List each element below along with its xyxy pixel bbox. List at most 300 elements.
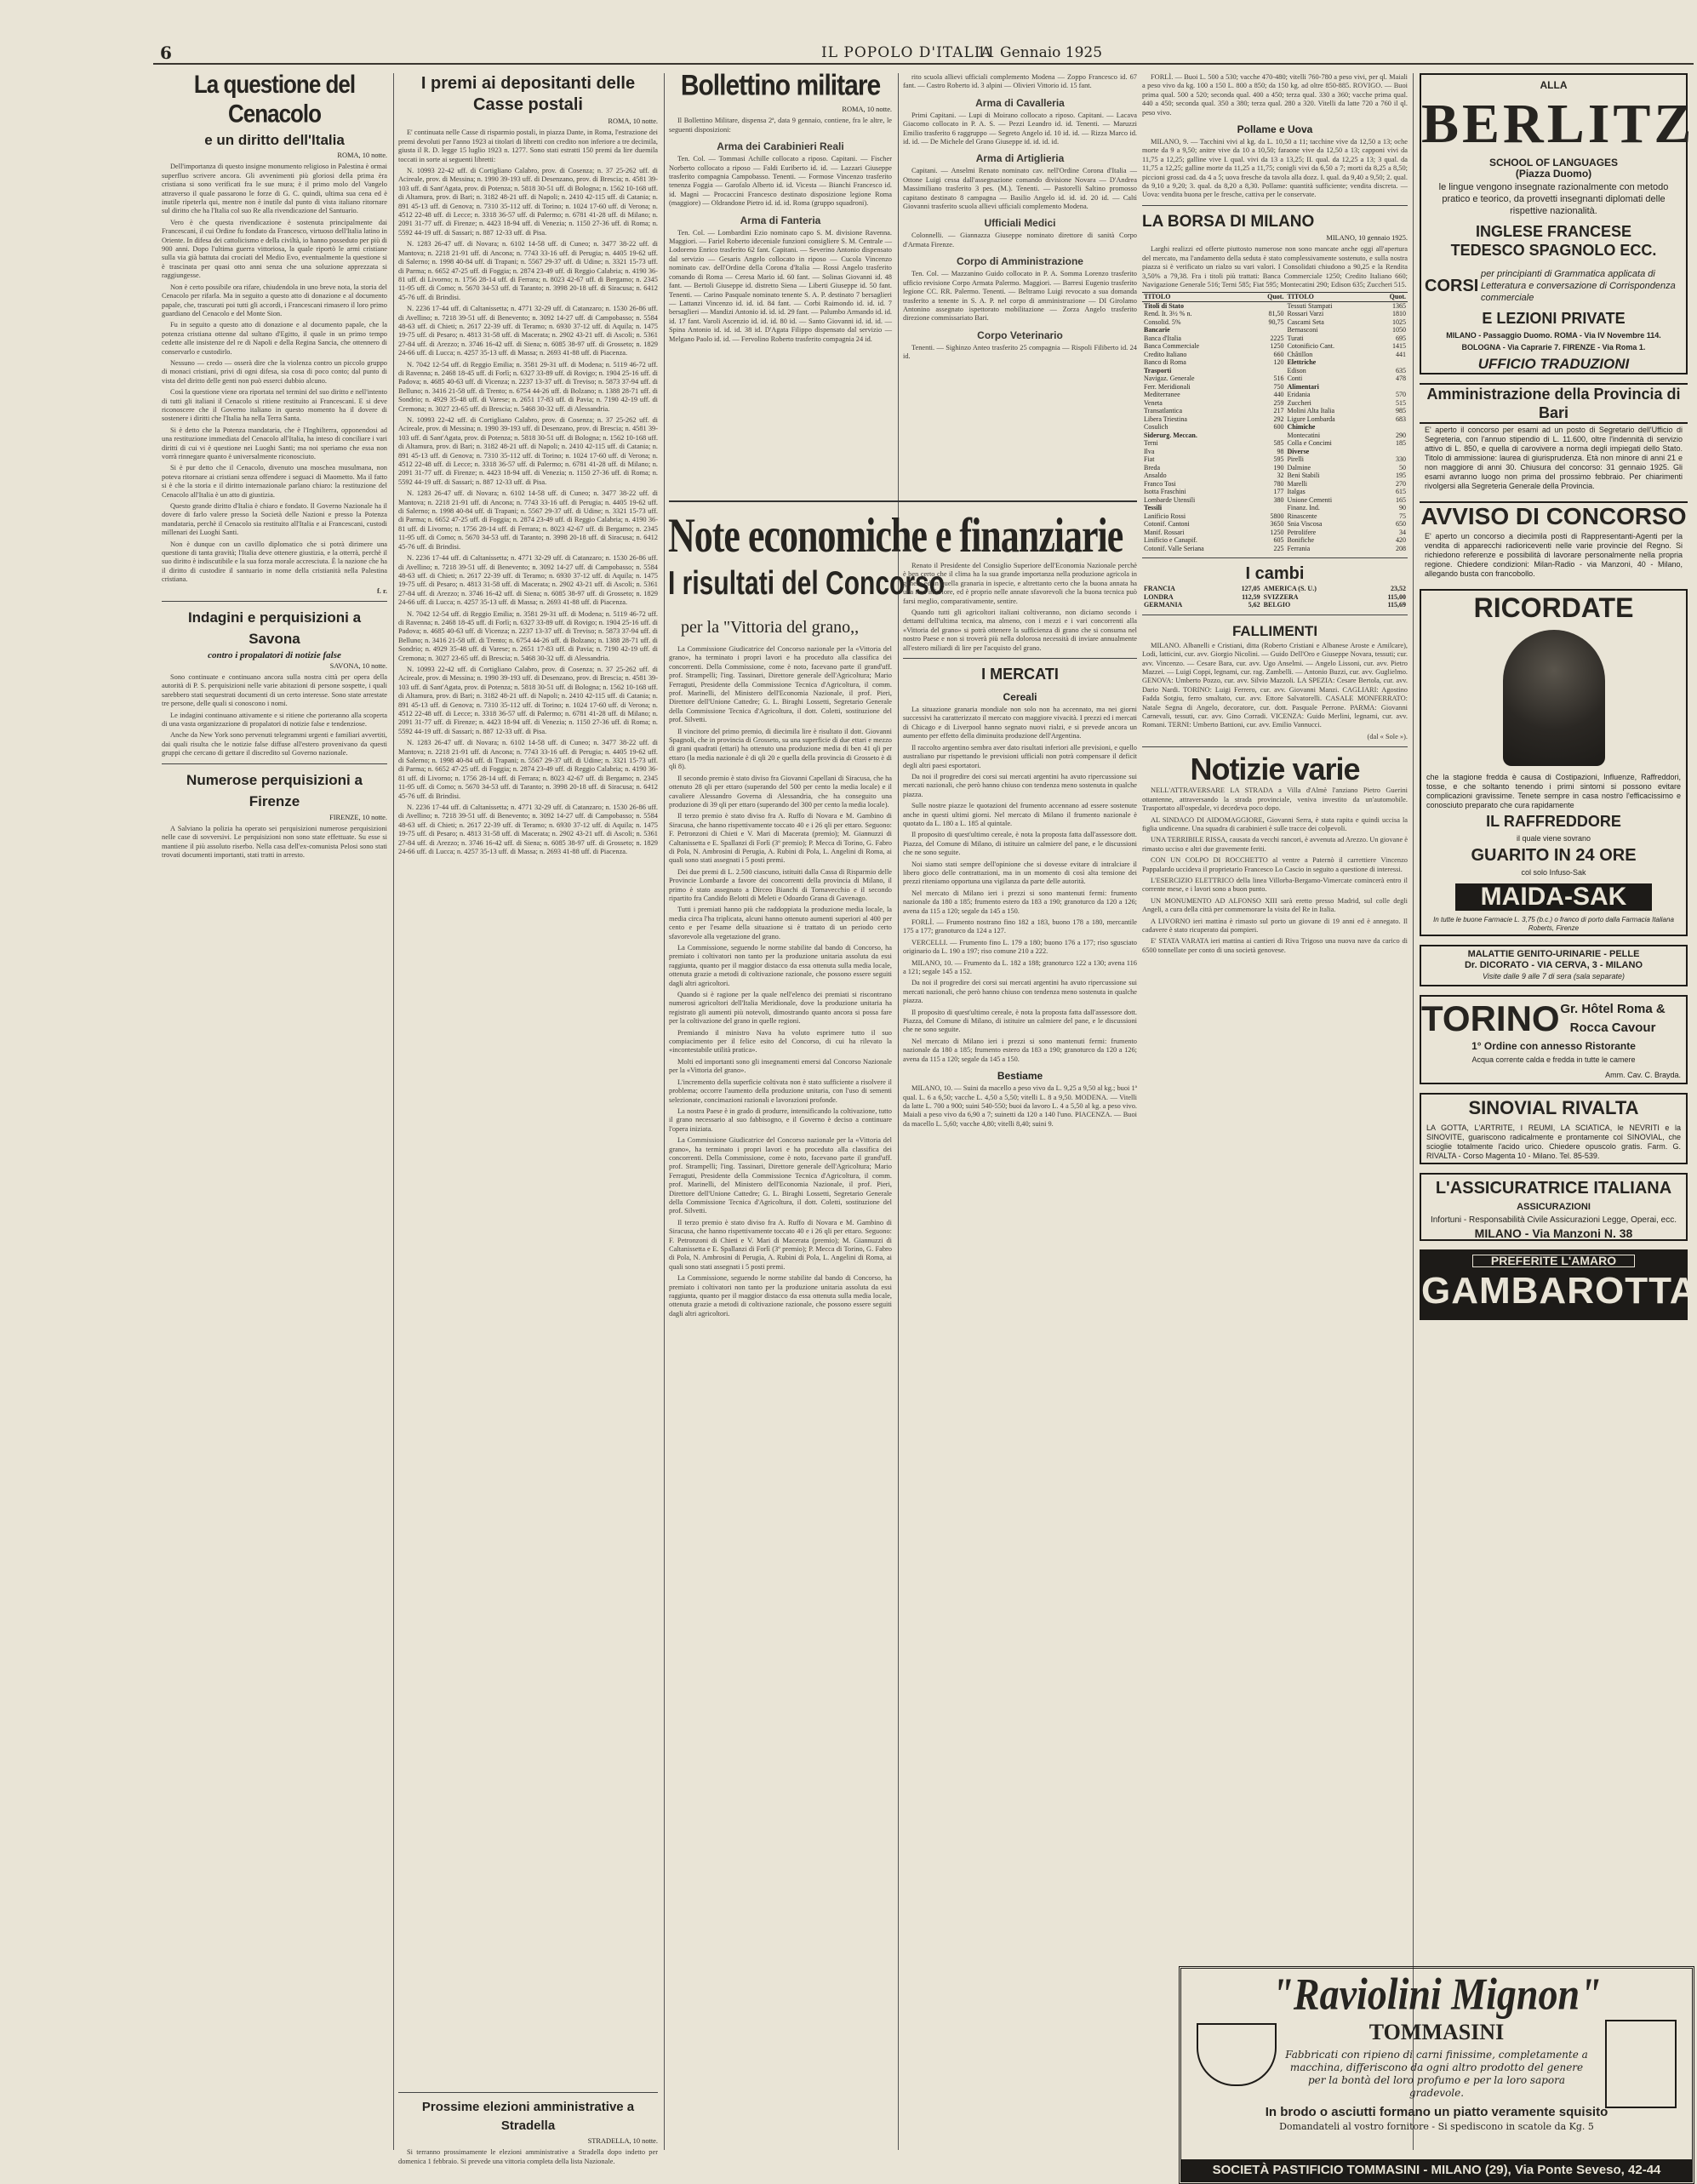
headline-mercati: I MERCATI (981, 666, 1059, 683)
article-body (903, 706, 1137, 1064)
table-cell: 478 (1396, 374, 1406, 383)
paragraph: Il vincitore del primo premio, di diecimila lire è risultato il dott. Giovanni Spagnoli, che in provincia di Grosseto, su una superficie di due ettari e mezzo di grani quadrati (ettari) ha ottenuto una produzione media di ben 41 qli per ettaro (la media nazionale è di qli 20 e quella della provincia di Grosseto è di qli 8). (669, 727, 892, 771)
paragraph: FORLÌ. — Buoi L. 500 a 530; vacche 470-480; vitelli 760-780 a peso vivi, per ql. Maiali a peso vivo da kg. 100 a 150 L. 800 a 850; da 150 kg. ad oltre 850-885. ROVIGO. — Buoi prima qual. 500 a 520; seconda qual. 400 a 450; terza qual. 330 a 360; vacche prima qual. 440 a 450; seconda qual. 350 a 380; terza qual. 280 a 320. Vitelli da latte 720 a 760 il ql. peso vivo. (1142, 73, 1408, 117)
table-cell: 195 (1396, 472, 1406, 480)
section-head: Corpo di Amministrazione (957, 255, 1083, 268)
ad-text: INGLESE FRANCESE TEDESCO SPAGNOLO ECC. (1450, 223, 1657, 259)
headline-premi: I premi ai depositanti delle Casse postali (420, 74, 636, 114)
column-header: Quot. (1267, 293, 1284, 301)
torino-hotel-ad (1420, 995, 1688, 1084)
table-cell: 208 (1396, 544, 1406, 552)
paragraph: La situazione granaria mondiale non solo non ha accennato, ma nei giorni successivi ha caratterizzato il mercato con maggiore vivacità. I prezzi ed i mercati di Chicago e di Liverpool hanno segnato nuovi rialzi, e si prevede ancora un aumento per effetto della diminuita produzione dell'Argentina. (903, 706, 1137, 740)
table-row (1142, 358, 1408, 367)
table-cell: Banco di Roma (1144, 358, 1186, 367)
table-cell: Edison (1287, 366, 1306, 374)
ad-text: 1° Ordine con annesso Ristorante (1471, 1040, 1636, 1052)
ad-text: ASSICURAZIONI (1517, 1202, 1591, 1212)
table-cell: Snia Viscosa (1287, 520, 1323, 529)
ad-text: SCHOOL OF LANGUAGES (1488, 157, 1619, 169)
table-cell: 115,69 (1387, 601, 1406, 609)
paragraph: rito scuola allievi ufficiali complemento Modena — Zoppo Francesco id. 67 fant. — Castro Roberto id. 3 alpini — Olivieri Vittorio id. 15 fant. (903, 73, 1137, 90)
ad-text: MILANO - Passaggio Duomo. ROMA - Via IV Novembre 114. BOLOGNA - Via Caprarie 7. FIRENZE - Via Roma 1. (1446, 331, 1661, 352)
ad-heading: L'ASSICURATRICE ITALIANA (1435, 1179, 1672, 1198)
table-body (1142, 301, 1408, 552)
table-row (1142, 448, 1408, 456)
paragraph: NELL'ATTRAVERSARE LA STRADA a Villa d'Almè l'anziano Pietro Guerini ottantenne, attraversando la strada provinciale, veniva investito da un'automobile. Trasportato all'ospedale, vi decedeva poco dopo. (1142, 786, 1408, 813)
paragraph: Ten. Col. — Mazzanino Guido collocato in P. A. Somma Lorenzo trasferito ufficio revisione Corpo Armata Palermo. Maggiori. — Barresi Eugenio trasferito legione CC. RR. Palermo. Tenenti. — Beltramo Luigi revocato a sua domanda trasferito a tenente in S. A. P. nel corpo di amministrazione — DI Girolamo Antonino assegnato ispettorato mobilitazione — Zorza Angelo trasferito direzione commissariato Bari. (903, 270, 1137, 323)
table-cell: BELGIO (1263, 601, 1291, 609)
table-row (1142, 423, 1408, 432)
table-row (1142, 545, 1408, 553)
paragraph: L'ESERCIZIO ELETTRICO della linea Villorba-Bergamo-Vimercate comincerà entro il corrente mese, e i lavori sono a buon punto. (1142, 876, 1408, 894)
column-bollettino-cont (903, 73, 1137, 495)
ad-text: In brodo o asciutti formano un piatto veramente squisito (1265, 2105, 1608, 2119)
section-head: Ufficiali Medici (984, 217, 1056, 230)
table-cell: Manif. Rossari (1144, 528, 1185, 536)
table-header (1142, 293, 1408, 302)
ad-text: UFFICIO TRADUZIONI (1477, 356, 1630, 372)
ad-text: che la stagione fredda è causa di Costipazioni, Influenze, Raffreddori, tosse, e che soltanto tenendo i primi sintomi si possono evitare complicazioni gravissime. Tenete sempre in casa nostro l'efficacissimo e conosciuto preparato che cura rapidamente (1426, 773, 1681, 809)
column-bollettino (669, 69, 892, 495)
table-cell: Terni (1144, 439, 1158, 448)
paragraph: La Commissione, seguendo le norme stabilite dal bando di Concorso, ha premiato i coltivatori non tanto per la produzione unitaria assoluta da essi raggiunta, quanto per il maggior distacco da essa ottenuta sulla media locale, ottenuta grazie a metodi di coltivazione razionale, che possono essere seguiti dagli altri agricoltori. (669, 1274, 892, 1318)
table-cell: 330 (1396, 455, 1406, 464)
table-row (1142, 432, 1408, 440)
table-cell: Banca d'Italia (1144, 334, 1181, 342)
article-body (1142, 642, 1408, 741)
ad-text: E' aperto il concorso per esami ad un posto di Segretario dell'Ufficio di Segreteria, con l'annuo stipendio di L. 11.600, oltre l'indennità di servizio attivo di L. 850, e quella di carovivere a norma degli impiegati dello Stato. Titolo di ammissione: laurea di giurisprudenza. Età non minore di anni 21 e non maggiore di anni 30. Chiusura del concorso: 31 gennaio 1925. Gli esami avranno luogo non prima del prossimo febbraio. Per chiarimenti rivolgersi alla Segreteria Generale della Provincia. (1425, 426, 1683, 490)
article-body (903, 1084, 1137, 1129)
masthead (153, 39, 1694, 65)
avviso-concorso-ad (1420, 501, 1688, 580)
table-cell: Diverse (1287, 447, 1310, 455)
table-row (1142, 480, 1408, 489)
paragraph: Il terzo premio è stato diviso fra A. Ruffo di Novara e M. Gambino di Siracusa, che hanno rispettivamente toccato 40 e i 26 qli per ettaro. Seguono: F. Petronzoni di Chieti e V. Mari di Macerata (premio); M. Giannuzzi di Caltanissetta e E. Spallanzi di Forlì (3º premio); P. Mecca di Torino, G. Fabro di Pola, N. Ambrosini di Perugia, A. Rubini di Pola, L. Angelini di Roma, ai quali sono stati assegnati i 5 posti premi. (669, 812, 892, 865)
column-rule (1413, 73, 1414, 2150)
article-body (669, 117, 892, 344)
table-cell: 683 (1396, 415, 1406, 423)
table-row (1142, 529, 1408, 537)
table-cell: 635 (1396, 366, 1406, 374)
paragraph: Dell'importanza di questo insigne monumento religioso in Palestina è ormai superfluo scrivere ancora. Gli avvenimenti più gloriosi della prima èra cristiana si sono verificati fra le sue mura; è il primo molo del Vangelo attraverso il quale passarono le forze di G. C. quindi, ultima sua cena ed è inutile ripeterla qui, mentre non è inutile dal punto di vista italiano ritornare sul diritto che ha l'Italia col suo Re alla rivendicazione del Santuario. (162, 163, 387, 215)
maida-sak-ad (1420, 589, 1688, 936)
paragraph: N. 1283 26-47 uff. di Novara; n. 6102 14-58 uff. di Cuneo; n. 3477 38-22 uff. di Mantova; n. 2218 21-91 uff. di Ancona; n. 7743 33-16 uff. di Perugia; n. 4405 19-62 uff. di Salerno; n. 1998 40-84 uff. di Trapani; n. 5567 29-37 uff. di Udine; n. 3321 15-73 uff. di Parma; n. 6652 47-25 uff. di Foggia; n. 2874 23-49 uff. di Reggio Calabria; n. 4190 36-81 uff. di Livorno; n. 1756 28-14 uff. di Ferrara; n. 8023 42-67 uff. di Bergamo; n. 2345 11-95 uff. di Como; n. 5670 34-53 uff. di Taranto; n. 3998 20-18 uff. di Siracusa; n. 6412 45-76 uff. di Brindisi. (398, 739, 658, 800)
table-cell: 600 (1273, 423, 1284, 432)
table-row (1142, 439, 1408, 448)
table-cell: Bonifiche (1287, 536, 1315, 545)
paragraph: La nostra Paese è in grado di produrre, intensificando la coltivazione, tutto il grano necessario al suo fabbisogno, e il Governo è deciso a continuare l'opera iniziata. (669, 1106, 892, 1133)
paragraph: Si è pur detto che il Cenacolo, divenuto una moschea musulmana, non poteva ritornare ai cristiani senza offendere i seguaci di Maometto. Ma il fatto si è che la storia e il diritto internazionale parlano chiaro: la restituzione del Cenacolo all'Italia è un atto di giustizia. (162, 464, 387, 499)
ad-text: Dr. DICORATO - VIA CERVA, 3 - MILANO (1464, 960, 1643, 970)
table-cell: Ligure Lombarda (1287, 415, 1335, 423)
subhead-concorso: per la "Vittoria del grano,, (681, 618, 860, 637)
table-row (1142, 472, 1408, 480)
paragraph: Premiando il ministro Nava ha voluto esprimere tutto il suo compiacimento per il felice esito del Concorso, di cui ha rilevato la «incontestabile utilità pratica». (669, 1028, 892, 1055)
table-cell: 1250 (1270, 528, 1284, 536)
table-cell: Titoli di Stato (1144, 301, 1184, 310)
ad-text: Visite dalle 9 alle 7 di sera (sala separate) (1483, 972, 1625, 981)
ad-text: E LEZIONI PRIVATE (1482, 310, 1626, 327)
table-cell: 3650 (1270, 520, 1284, 529)
table-cell: Elettriche (1287, 358, 1317, 367)
dateline: MILANO, 10 gennaio 1925. (1326, 233, 1408, 242)
article-body (1142, 73, 1408, 117)
table-cell: Ferr. Meridionali (1144, 382, 1191, 391)
article-body (162, 163, 387, 596)
headline-bollettino: Bollettino militare (680, 69, 881, 102)
table-cell: 32 (1277, 472, 1284, 480)
table-cell (1251, 367, 1285, 375)
table-cell: Alimentari (1287, 382, 1319, 391)
paragraph: N. 2236 17-44 uff. di Caltanissetta; n. 4771 32-29 uff. di Catanzaro; n. 1530 26-86 uff. di Avellino; n. 7218 39-51 uff. di Benevento; n. 3092 14-27 uff. di Campobasso; n. 5584 48-63 uff. di Chieti; n. 2617 22-39 uff. di Teramo; n. 6930 37-12 uff. di Aquila; n. 1475 19-75 uff. di Pesaro; n. 4813 31-58 uff. di Macerata; n. 2902 43-21 uff. di Ascoli; n. 5361 27-84 uff. di Arezzo; n. 3746 16-42 uff. di Siena; n. 6085 38-97 uff. di Grosseto; n. 1829 24-66 uff. di Lucca; n. 4257 35-13 uff. di Massa; n. 2693 41-88 uff. di Piacenza. (398, 305, 658, 357)
gambarotta-logo: GAMBAROTTA (1421, 1270, 1697, 1312)
table-cell: GERMANIA (1144, 601, 1183, 609)
table-cell: 292 (1273, 415, 1284, 423)
paragraph: N. 10993 22-42 uff. di Cortigliano Calabro, prov. di Cosenza; n. 37 25-262 uff. di Acireale, prov. di Messina; n. 1990 39-193 uff. di Desenzano, prov. di Brescia; n. 4581 39-103 uff. di Sant'Agata, prov. di Potenza; n. 5818 30-51 uff. di Bologna; n. 1562 10-168 uff. di Altamura, prov. di Bari; n. 3182 48-21 uff. di Napoli; n. 2410 42-115 uff. di Catania; n. 891 45-13 uff. di Genova; n. 7310 35-112 uff. di Torino; n. 1024 17-60 uff. di Verona; n. 4512 22-48 uff. di Lecce; n. 3318 36-57 uff. di Palermo; n. 6781 41-28 uff. di Milano; n. 2091 31-77 uff. di Firenze; n. 4423 18-94 uff. di Venezia; n. 1150 27-36 uff. di Roma; n. 5592 44-19 uff. di Sassari; n. 887 12-33 uff. di Pisa. (398, 167, 658, 237)
paragraph: UN MONUMENTO AD ALFONSO XIII sarà eretto presso Madrid, sul colle degli Angeli, a cura della città per commemorare la visita del Re in Italia. (1142, 896, 1408, 914)
paragraph: Quando tutti gli agricoltori italiani coltiveranno, non diciamo secondo i dettami dell'ultima tecnica, ma almeno, con i mezzi e i vari concorrenti alla «Vittoria del grano» si potrà ottenere la sufficienza di grano che si consuma nel nostro Paese e non si troverà più nella dolorosa necessità di inviare annualmente all'estero miliardi di lire per l'acquisto del grano. (903, 609, 1137, 652)
table-cell: Ferrania (1287, 544, 1311, 552)
section-header-economia: Note economiche e finanziarie (668, 508, 1123, 563)
divider (398, 2092, 658, 2093)
table-cell: Rinascente (1287, 512, 1317, 520)
column-concorso (669, 645, 892, 2152)
headline-firenze: Numerose perquisizioni a Firenze (186, 771, 363, 809)
paragraph: VERCELLI. — Frumento fino L. 179 a 180; buono 176 a 177; riso sgusciato originario da L. 190 a 197; riso comune 210 a 222. (903, 938, 1137, 956)
paragraph: La Commissione, seguendo le norme stabilite dal bando di Concorso, ha premiato i coltivatori non tanto per la produzione unitaria assoluta da essi raggiunta, quanto per il maggior distacco da essa ottenuta sulla media locale, ottenuta grazie a metodi di coltivazione razionale, che possono essere seguiti dagli altri agricoltori. (669, 944, 892, 987)
article-body (903, 562, 1137, 653)
divider (162, 601, 387, 602)
stradella-article (398, 2087, 658, 2169)
paragraph: Il secondo premio è stato diviso fra Giovanni Capellani di Siracusa, che ha ottenuto 28 qli per ettaro (superando del 500 per cento la media locale) e il cavaliere Alessandro Governa di Alessandria, che ha conseguito una produzione di 39 qli per ettaro (superando del 300 per cento la media locale). (669, 774, 892, 809)
paragraph: N. 10993 22-42 uff. di Cortigliano Calabro, prov. di Cosenza; n. 37 25-262 uff. di Acireale, prov. di Messina; n. 1990 39-193 uff. di Desenzano, prov. di Brescia; n. 4581 39-103 uff. di Sant'Agata, prov. di Potenza; n. 5818 30-51 uff. di Bologna; n. 1562 10-168 uff. di Altamura, prov. di Bari; n. 3182 48-21 uff. di Napoli; n. 2410 42-115 uff. di Catania; n. 891 45-13 uff. di Genova; n. 7310 35-112 uff. di Torino; n. 1024 17-60 uff. di Verona; n. 4512 22-48 uff. di Lecce; n. 3318 36-57 uff. di Palermo; n. 6781 41-28 uff. di Milano; n. 2091 31-77 uff. di Firenze; n. 4423 18-94 uff. di Venezia; n. 1150 27-36 uff. di Roma; n. 5592 44-19 uff. di Sassari; n. 887 12-33 uff. di Pisa. (398, 665, 658, 735)
table-row (1142, 342, 1408, 351)
table-cell: 270 (1396, 479, 1406, 488)
table-cell: 660 (1273, 350, 1284, 358)
paragraph: CON UN COLPO DI ROCCHETTO al ventre a Paternò il carrettiere Vincenzo Pappalardo uccideva il proprietario Francesco Lo Cascio in seguito a questione di interessi. (1142, 856, 1408, 873)
raviolini-ad (1179, 1966, 1694, 2184)
bari-notice (1420, 383, 1688, 493)
paragraph: Da noi il progredire dei corsi sui mercati argentini ha avuto ripercussione sui mercati nazionali, che però hanno chiuso con tendenza meno sostenuta in qualche piazza. (903, 979, 1137, 1005)
table-cell: 23,52 (1391, 585, 1406, 593)
ad-text: IL RAFFREDDORE (1486, 813, 1621, 830)
portrait-illustration (1503, 630, 1605, 766)
subhead-savona: contro i propalatori di notizie false (208, 650, 341, 661)
cambi-table (1142, 585, 1408, 609)
table-cell: Cotonif. Cantoni (1144, 520, 1190, 529)
headline-borsa: LA BORSA DI MILANO (1142, 212, 1315, 231)
table-row (1142, 301, 1408, 310)
paragraph: N. 2236 17-44 uff. di Caltanissetta; n. 4771 32-29 uff. di Catanzaro; n. 1530 26-86 uff. di Avellino; n. 7218 39-51 uff. di Benevento; n. 3092 14-27 uff. di Campobasso; n. 5584 48-63 uff. di Chieti; n. 2617 22-39 uff. di Teramo; n. 6930 37-12 uff. di Aquila; n. 1475 19-75 uff. di Pesaro; n. 4813 31-58 uff. di Macerata; n. 2902 43-21 uff. di Ascoli; n. 5361 27-84 uff. di Arezzo; n. 3746 16-42 uff. di Siena; n. 6085 38-97 uff. di Grosseto; n. 1829 24-66 uff. di Lucca; n. 4257 35-13 uff. di Massa; n. 2693 41-88 uff. di Piacenza. (398, 554, 658, 607)
headline-stradella: Prossime elezioni amministrative a Stradella (421, 2100, 635, 2133)
paragraph: Capitani. — Anselmi Renato nominato cav. nell'Ordine Corona d'Italia — Ottone Luigi cessa dall'assegnazione comando divisione Novara — D'Andrea Massimiliano trasferito 3 pes. (M.). Tenenti. — Pastorelli Saltino promosso capitano destinato 8 campagna — Basilio Angelo id. id. id. 20 id. — Caltì Giovanni trasferito scuola allievi ufficiali complemento Modena. (903, 167, 1137, 211)
section-head: Pollame e Uova (1237, 123, 1313, 136)
table-cell: Tessuti Stampati (1287, 301, 1333, 310)
table-cell (1251, 504, 1285, 512)
table-cell: 1050 (1392, 326, 1406, 334)
table-cell: Tessili (1144, 504, 1163, 512)
table-cell: Transatlantica (1144, 407, 1183, 415)
table-cell: Lanificio Rossi (1144, 512, 1186, 520)
table-row (1142, 391, 1408, 399)
table-cell: 585 (1273, 439, 1284, 448)
table-cell: Veneta (1144, 398, 1163, 407)
table-cell: 1415 (1392, 342, 1406, 351)
table-cell: 780 (1273, 479, 1284, 488)
paragraph: MILANO, 9. — Tacchini vivi al kg. da L. 10,50 a 11; tacchine vive da 12,50 a 13; oche morte da 9 a 9,50; anitre vive da 10 a 10,50; faraone vive da 12,50 a 13; capponi vivi da 11,75 a 12,25; galline vive I. qual. vivi da 13 a 13,25; II. qual. da 12,25 a 13; 3 qual. da 11,75 a 12,25; galline morte da 11,25 a 11,75; conigli vivi da 6,50 a 7; morti da 8,25 a 8,50; piccioni grossi cad. da 4 a 5; uova fresche da tavola alla dozz. I. qual. da 9,40 a 9,50; 2. qual. da 9,10 a 9,20; 3. qual. da 8,20 a 8,30. Pollame: quantità sufficiente; vendita discreta. — Uova: vendita buona per le fresche, cattiva per le conservate. (1142, 138, 1408, 199)
paragraph: MILANO, 10. — Suini da macello a peso vivo da L. 9,25 a 9,50 al kg.; buoi 1ª qual. L. 6 a 6,50; vacche L. 4,50 a 5,50; vitelli L. 8 a 9,50. MODENA. — Vitelli da latte L. 700 a 900; suini 540-550; buoi da lavoro L. 4 a 5,50 al kg. a peso vivo. Maiali a peso vivo da 6,90 a 7; suinetti da 120 a 140 l'uno. PIACENZA. — Buoi da macello L. 5,60; vacche 4,80; vitelli 8,40; suini 9. (903, 1084, 1137, 1128)
paragraph: Le indagini continuano attivamente e si ritiene che porteranno alla scoperta di una vasta organizzazione di propalatori di notizie false e tendenziose. (162, 711, 387, 728)
table-cell: 985 (1396, 407, 1406, 415)
ad-text: CORSI (1425, 276, 1479, 295)
table-cell: 2225 (1270, 334, 1284, 342)
table-cell: Marelli (1287, 479, 1308, 488)
table-row (1142, 585, 1408, 593)
table-cell: 185 (1396, 439, 1406, 448)
berlitz-ad (1420, 73, 1695, 374)
ad-heading: AVVISO DI CONCORSO (1420, 503, 1687, 529)
ad-text: Domandateli al vostro fornitore - Si spediscono in scatole da Kg. 5 (1279, 2121, 1594, 2132)
ad-text: PREFERITE L'AMARO (1472, 1255, 1635, 1267)
ad-text: Amm. Cav. C. Brayda. (1605, 1071, 1681, 1079)
table-cell: 1250 (1270, 342, 1284, 351)
paragraph: Fu in seguito a questo atto di donazione e al documento papale, che la potenza cristiana ottenne dal sultano d'Egitto, il quale in un primo tempo cedette alle insistenze del re di Napoli e della Regina Sancia, che ottennero di conservarlo e custodirlo. (162, 321, 387, 356)
article-body (669, 645, 892, 1318)
table-cell: Credito Italiano (1144, 350, 1187, 358)
column-rule (393, 73, 394, 2150)
table-cell: 420 (1396, 536, 1406, 545)
section-head: Arma di Cavalleria (975, 96, 1065, 109)
table-cell: Molini Alta Italia (1287, 407, 1335, 415)
table-cell: Pirelli (1287, 455, 1305, 464)
column-rule (898, 73, 899, 2150)
ad-text: Acqua corrente calda e fredda in tutte le camere (1471, 1055, 1636, 1064)
paragraph: Il raccolto argentino sembra aver dato risultati inferiori alle previsioni, e quello australiano pur rispettando le previsioni ufficiali non potrà compensare il deficit degli altri paesi esportatori. (903, 743, 1137, 769)
table-cell: 112,59 (1242, 592, 1260, 601)
table-cell: 516 (1273, 374, 1284, 383)
table-cell: Consolid. 5% (1144, 317, 1181, 326)
dateline: SAVONA, 10 notte. (329, 661, 387, 670)
paragraph: Larghi realizzi ed offerte piuttosto numerose non sono mancate anche oggi all'apertura del mercato, ma l'andamento della seduta è stato complessivamente sostenuto, e sulla nostra piazza si è verificato un rialzo su vari valori. I Consolidati chiudono a 90,25 e la Rendita 3,50% a 79,38. Fra i titoli più trattati: Banca Commerciale 1250; Credito Italiano 660; Navigazione Generale 516; Terni 585; Fiat 595; Montecatini 290; Edison 635; Zuccheri 515. (1142, 245, 1408, 289)
table-cell: Ansaldo (1144, 472, 1167, 480)
table-row (1142, 488, 1408, 496)
table-cell: 90 (1399, 504, 1406, 512)
paragraph: Il terzo premio è stato diviso fra A. Ruffo di Novara e M. Gambino di Siracusa, che hanno rispettivamente toccato 40 e i 26 qli per ettaro. Seguono: F. Petronzoni di Chieti e V. Mari di Macerata (premio); M. Giannuzzi di Caltanissetta e E. Spallanzi di Forlì (3º premio); P. Mecca di Torino, G. Fabro di Pola, N. Ambrosini di Perugia, A. Rubini di Pola, L. Angelini di Roma, ai quali sono stati assegnati i 5 posti premi. (669, 1218, 892, 1271)
column-cenacolo (162, 69, 387, 2150)
paragraph: AL SINDACO DI AIDOMAGGIORE, Giovanni Serra, è stata rapita e quindi uccisa la figlia undicenne. Una squadra di carabinieri è sulle tracce dei colpevoli. (1142, 815, 1408, 832)
table-cell: Conti (1287, 374, 1303, 383)
table-cell: 259 (1273, 398, 1284, 407)
ad-text: ALLA (1540, 79, 1568, 91)
table-cell: SVIZZERA (1263, 592, 1299, 601)
paragraph: Noi siamo stati sempre dell'opinione che si dovesse evitare di intralciare il libero gioco delle contrattazioni, ma in un momento di così alta tensione dei prezzi riteniamo opportuna una vigilanza da parte delle autorità. (903, 860, 1137, 886)
paragraph: Colonnelli. — Giannazza Giuseppe nominato direttore di sanità Corpo d'Armata Firenze. (903, 232, 1137, 249)
maida-sak-logo: MAIDA-SAK (1455, 883, 1652, 911)
paragraph: Non è dunque con un cavillo diplomatico che si potrà dirimere una questione di tanta gravità; l'Italia deve ottenere giustizia, e la otterrà, perchè il suo diritto è indiscutibile e la sua forza morale accresciuta. È la nazione che ha il diritto di custodire il santuario in nome della cristianità nella Palestina cristiana. (162, 540, 387, 584)
table-cell: Cotonificio Cant. (1287, 342, 1335, 351)
article-body (162, 673, 387, 758)
dateline: STRADELLA, 10 notte. (587, 2137, 658, 2145)
table-row (1142, 407, 1408, 415)
table-cell: Petrolifere (1287, 528, 1317, 536)
page-number: 6 (160, 43, 172, 63)
table-cell: 81,50 (1268, 310, 1284, 318)
headline-cambi: I cambi (1245, 564, 1305, 584)
table-row (1142, 326, 1408, 334)
table-cell: 98 (1277, 447, 1284, 455)
paragraph: Tenenti. — Sighinzo Anteo trasferito 25 compagnia — Rispoli Filiberto id. 24 id. (903, 343, 1137, 361)
table-cell: Cascami Seta (1287, 317, 1324, 326)
table-row (1142, 593, 1408, 602)
table-cell: 650 (1396, 520, 1406, 529)
article-body (398, 2148, 658, 2166)
table-cell: 120 (1273, 358, 1284, 367)
paragraph: N. 7042 12-54 uff. di Reggio Emilia; n. 3581 29-31 uff. di Modena; n. 5119 46-72 uff. di Ravenna; n. 2468 18-45 uff. di Forlì; n. 6327 33-89 uff. di Rovigo; n. 1904 25-16 uff. di Padova; n. 4685 40-63 uff. di Vicenza; n. 2237 13-37 uff. di Treviso; n. 5873 37-94 uff. di Belluno; n. 3416 21-58 uff. di Trento; n. 6754 44-26 uff. di Bolzano; n. 1388 28-71 uff. di Sondrio; n. 4929 35-48 uff. di Varese; n. 2651 17-83 uff. di Pavia; n. 7190 42-19 uff. di Cremona; n. 3027 23-65 uff. di Brescia; n. 5468 30-32 uff. di Alessandria. (398, 609, 658, 662)
ad-text: Fabbricati con ripieno di carni finissime, completamente a macchina, differiscono da ogni altro prodotto del genere per la bontà del loro profumo e per la loro sapora gradevole. (1285, 2049, 1588, 2099)
ad-text: E' aperto un concorso a diecimila posti di Rappresentanti-Agenti per la vendita di apparecchi radioriceventi nelle varie provincie del Regno. Si richiedono referenze e possibilità di lavorare personalmente nella propria regione. Chiedere condizioni: Milan-Radio - via Manzoni, 40 - Milano, allegando busta con francobollo. (1425, 532, 1683, 578)
table-cell: 750 (1273, 382, 1284, 391)
table-cell: Zuccheri (1287, 398, 1311, 407)
table-cell (1374, 423, 1408, 432)
section-head: Cereali (1003, 691, 1037, 704)
article-body (398, 129, 658, 856)
dateline: ROMA, 10 notte. (608, 117, 658, 125)
corsi-block (1421, 263, 1686, 309)
table-cell: Bancarie (1144, 326, 1170, 334)
table-row (1142, 455, 1408, 464)
paragraph: A LIVORNO ieri mattina è rimasto sul porto un giovane di 19 anni ed è annegato. Il cadavere è stato ricuperato dai pompieri. (1142, 917, 1408, 934)
paragraph: Vero è che questa rivendicazione è sostenuta principalmente dai Francescani, il cui Ordine fu fondato da Francesco, virtuoso dell'Italia latino in Oriente. In difesa dei cattolicismo e della civiltà, io hanno posseduto per più di 900 anni. Dopo l'ultima guerra vittoriosa, la quale riportò le armi cristiane sulla via già battuta dai crociati del Medio Evo, eventualmente la questione si è trascinata per quasi otto anni senza che una soluzione apprezzata si raggiungesse. (162, 218, 387, 280)
table-cell: 605 (1273, 536, 1284, 545)
box-icon (1605, 2020, 1677, 2108)
paragraph: N. 10993 22-42 uff. di Cortigliano Calabro, prov. di Cosenza; n. 37 25-262 uff. di Acireale, prov. di Messina; n. 1990 39-193 uff. di Desenzano, prov. di Brescia; n. 4581 39-103 uff. di Sant'Agata, prov. di Potenza; n. 5818 30-51 uff. di Bologna; n. 1562 10-168 uff. di Altamura, prov. di Bari; n. 3182 48-21 uff. di Napoli; n. 2410 42-115 uff. di Catania; n. 891 45-13 uff. di Genova; n. 7310 35-112 uff. di Torino; n. 1024 17-60 uff. di Verona; n. 4512 22-48 uff. di Lecce; n. 3318 36-57 uff. di Palermo; n. 6781 41-28 uff. di Milano; n. 2091 31-77 uff. di Firenze; n. 4423 18-94 uff. di Venezia; n. 1150 27-36 uff. di Roma; n. 5592 44-19 uff. di Sassari; n. 887 12-33 uff. di Pisa. (398, 416, 658, 486)
table-cell: 127,05 (1241, 585, 1260, 593)
table-cell: Montecatini (1287, 431, 1321, 439)
table-cell: Rossari Varzi (1287, 310, 1324, 318)
paragraph: UNA TERRIBILE RISSA, causata da vecchi rancori, è avvenuta ad Arezzo. Un giovane è rimasto ucciso e altri due gravemente feriti. (1142, 836, 1408, 853)
ad-text: le lingue vengono insegnate razionalmente con metodo pratico e teorico, da provetti insegnanti diplomati delle rispettive nazionalità. (1438, 182, 1669, 216)
table-row (1142, 399, 1408, 408)
table-cell: Linificio e Canapif. (1144, 536, 1197, 545)
table-cell: AMERICA (S. U.) (1263, 585, 1317, 593)
column-rule (664, 73, 665, 2150)
table-cell: 225 (1273, 544, 1284, 552)
table-cell: 440 (1273, 391, 1284, 399)
paragraph: MILANO. Albanelli e Cristiani, ditta (Roberto Cristiani e Albanese Aroste e Amilcare), Lodi, latticini, cur. avv. Giorgio Nicolini. — Guido Dell'Oro e Giuseppe Novara, tessuti; cur. avv. Vincenzo. — Cesare Bara, cur. avv. Ugo Anselmi. — Angelo Lissoni, cur. avv. Pietro Mazzei. — Luigi Coppi, legnami, cur. rag. Zambelli. — Antonio Buzzi, cur. avv. Guglielmo. GENOVA: Umberto Pozzo, cur. avv. Silvio Mazzoli. LA SPEZIA: Cesare Bertola, cur. avv. Dario Nardi. TORINO: Luigi Ferrero, cur. avv. Giovanni Manzi. CAGLIARI: Agostino Fadda Sotgiu, ferro smaltato, cur. avv. Ettore Salvatorelli. CASALE MONFERRATO: Natale Segna di Angelo, decoratore, cur. dott. Pasquale Perrone. PARMA: Giovanni Carnevali, tessuti, cur. avv. Gino Corradi. VICENZA: Guido Merlini, legnami, cur. avv. Romani. TERNI: Umberto Battioni, cur. avv. Emilio Vannucci. (1142, 641, 1408, 729)
table-cell: LONDRA (1144, 592, 1174, 601)
ad-text: LA GOTTA, L'ARTRITE, I REUMI, LA SCIATICA, le NEVRITI e la SINOVITE, guariscono radicalmente e prontamente col SINOVIAL, che scioglie totalmente l'acido urico. Chiedere opuscolo gratis. Farm. G. RIVALTA - Corso Magenta 10 - Milano. Tel. 85-539. (1426, 1123, 1681, 1160)
paragraph: Nessuno — credo — osserà dire che la violenza contro un piccolo gruppo di monaci cristiani, privi di ogni difesa, sia cosa di poco conto; dal punto di vista del diritto delle genti non può esserci dubbio alcuno. (162, 358, 387, 385)
issue-date: 11 Gennaio 1925 (977, 44, 1103, 61)
ad-heading: SINOVIAL RIVALTA (1468, 1097, 1639, 1118)
table-row (1142, 367, 1408, 375)
table-cell: Bernasconi (1287, 326, 1318, 334)
paragraph: Non è certo possibile ora rifare, chiudendola in uno breve nota, la storia del Cenacolo per rifarla. Ma in seguito a questo atto di donazione e al documento papale, che, trascurati poi tutti gli accordi, i Francescani rimasero il loro primo guardiano del Cenacolo e del Monte Sion. (162, 283, 387, 317)
signature: f. r. (376, 586, 387, 595)
paragraph: Si è detto che la Potenza mandataria, che è l'Inghilterra, opponendosi ad una restituzione immediata del Cenacolo all'Italia, ha inteso di conciliare i vari diritti di cui vi è questione nei Luoghi Santi; ma noi speriamo che essa non vorrà rinnegare quanto è universalmente riconosciuto. (162, 426, 387, 460)
column-premi (398, 73, 658, 2165)
table-cell: 90,75 (1268, 317, 1284, 326)
article-body (903, 73, 1137, 362)
table-cell: FRANCIA (1144, 585, 1175, 593)
column-header: TITOLO (1144, 293, 1171, 301)
ad-text: MALATTIE GENITO-URINARIE - PELLE (1467, 949, 1640, 959)
table-cell (1251, 301, 1285, 310)
paragraph: La Commissione Giudicatrice del Concorso nazionale per la «Vittoria del grano», ha terminato i propri lavori e ha proceduto alla classifica dei concorrenti. Della Commissione, come è noto, facevano parte il grand'uff. prof. Strampelli; l'ing. Tassinari, Direttore generale dell'Agricoltura; Mario Ferraguti, Presidente della Commissione Tecnica d'Agricoltura, il comm. prof. Marinelli, del Ministero dell'Economia Nazionale, il prof. Pieri, Direttore dell'Unione Cattedre; G. L. Biraghi Lossetti, Segretario Generale della Commissione Tecnica d'Agricoltura, il dott. Coletti, sostituzione del prof. Silvetti. (669, 645, 892, 724)
table-cell: 615 (1396, 488, 1406, 496)
malattie-ad (1420, 945, 1688, 986)
section-head: Arma dei Carabinieri Reali (717, 140, 844, 153)
table-cell: Lombarde Utensili (1144, 495, 1196, 504)
paragraph: N. 1283 26-47 uff. di Novara; n. 6102 14-58 uff. di Cuneo; n. 3477 38-22 uff. di Mantova; n. 2218 21-91 uff. di Ancona; n. 7743 33-16 uff. di Perugia; n. 4405 19-62 uff. di Salerno; n. 1998 40-84 uff. di Trapani; n. 5567 29-37 uff. di Udine; n. 3321 15-73 uff. di Parma; n. 6652 47-25 uff. di Foggia; n. 2874 23-49 uff. di Reggio Calabria; n. 4190 36-81 uff. di Livorno; n. 1756 28-14 uff. di Ferrara; n. 8023 42-67 uff. di Bergamo; n. 2345 11-95 uff. di Como; n. 5670 34-53 uff. di Taranto; n. 3998 20-18 uff. di Siracusa; n. 6412 45-76 uff. di Brindisi. (398, 240, 658, 301)
table-cell: 1365 (1392, 301, 1406, 310)
table-cell: 217 (1273, 407, 1284, 415)
table-cell: Banca Commerciale (1144, 342, 1200, 351)
section-head: Bestiame (997, 1070, 1043, 1083)
table-cell: Italgas (1287, 488, 1306, 496)
table-cell: Mediterranee (1144, 391, 1180, 399)
paragraph: Sono continuate e continuano ancora sulla nostra città per opera della autorità di P. S. perquisizioni nelle varie abitazioni di persone sospette, i quali sarebbero stati sequestrati documenti di un certo interesse. Sono state arrestate tre persone, delle quali si conoscono i nomi. (162, 672, 387, 708)
table-cell (1374, 383, 1408, 392)
table-cell: Siderurg. Meccan. (1144, 431, 1197, 439)
table-cell: 290 (1396, 431, 1406, 439)
article-body (1142, 245, 1408, 289)
gambarotta-ad (1420, 1249, 1697, 1320)
divider (669, 500, 1137, 502)
table-cell: Châtillon (1287, 350, 1313, 358)
table-cell: Finanz. Ind. (1287, 504, 1320, 512)
table-cell: Franco Tosi (1144, 479, 1176, 488)
paragraph: Questo grande diritto d'Italia è chiaro e fondato. Il Governo Nazionale ha il dovere di farlo valere presso la Società delle Nazioni e presso la Potenza mandataria, perchè il Cenacolo sia restituito all'Italia e ai Francescani, custodi millenari dei Luoghi Santi. (162, 502, 387, 537)
table-cell (1251, 432, 1285, 440)
headline-concorso: I risultati del Concorso (668, 565, 946, 602)
paragraph: L'incremento della superficie coltivata non è stato sufficiente a risolvere il problema; occorre l'aumento della produzione unitaria, con l'uso di sementi selezionate, concimazioni razionali e lavorazioni profonde. (669, 1078, 892, 1104)
paragraph: A Salviano la polizia ha operato sei perquisizioni numerose perquisizioni nelle case di sovversivi. Le perquisizioni non sono state effettuate. Su esse si mantiene il più assoluto riserbo. Nella casa dell'ex-comunista Pelosi sono stati trovati documenti importanti, stati tratti in arresto. (162, 824, 387, 860)
article-body (1142, 138, 1408, 200)
section-head: Corpo Veterinario (977, 329, 1063, 341)
paragraph: N. 1283 26-47 uff. di Novara; n. 6102 14-58 uff. di Cuneo; n. 3477 38-22 uff. di Mantova; n. 2218 21-91 uff. di Ancona; n. 7743 33-16 uff. di Perugia; n. 4405 19-62 uff. di Salerno; n. 1998 40-84 uff. di Trapani; n. 5567 29-37 uff. di Udine; n. 3321 15-73 uff. di Parma; n. 6652 47-25 uff. di Foggia; n. 2874 23-49 uff. di Reggio Calabria; n. 4190 36-81 uff. di Livorno; n. 1756 28-14 uff. di Ferrara; n. 8023 42-67 uff. di Bergamo; n. 2345 11-95 uff. di Como; n. 5670 34-53 uff. di Taranto; n. 3998 20-18 uff. di Siracusa; n. 6412 45-76 uff. di Brindisi. (398, 489, 658, 551)
table-cell: Turati (1287, 334, 1304, 342)
paragraph: Sulle nostre piazze le quotazioni del frumento accennano ad essere sostenute anche in questi ultimi giorni. Nel mercato di Milano il frumento nazionale è quotato da L. 180 a L. 185 al quintale. (903, 802, 1137, 827)
table-cell: Ilva (1144, 447, 1155, 455)
table-cell: 5,62 (1248, 601, 1260, 609)
paragraph: Da noi il progredire dei corsi sui mercati argentini ha avuto ripercussione sui mercati nazionali, che però hanno chiuso con tendenza meno sostenuta in qualche piazza. (903, 772, 1137, 798)
table-cell: Colla e Concimi (1287, 439, 1332, 448)
table-cell: Fiat (1144, 455, 1155, 464)
article-body (1142, 786, 1408, 955)
paragraph: Il proposito di quest'ultimo cereale, è nota la proposta fatta dall'assessore dott. Piazza, del Comune di Milano, di istituire un calmiere del pane, e le discussioni che ne sono seguite. (903, 831, 1137, 857)
ad-text: In tutte le buone Farmacie L. 3,75 (b.c.) o franco di porto dalla Farmacia Italiana Roberts, Firenze (1433, 916, 1674, 932)
ads-column (1420, 73, 1697, 1954)
berlitz-logo: BERLITZ (1421, 93, 1695, 155)
ad-text: (Piazza Duomo) (1515, 168, 1592, 180)
table-row (1142, 504, 1408, 512)
table-cell: 380 (1273, 495, 1284, 504)
divider (1142, 557, 1408, 558)
table-row (1142, 318, 1408, 327)
paragraph: Renato il Presidente del Consiglio Superiore dell'Economia Nazionale perchè è ben certo che il clima ha la sua grande importanza nella produzione agricola in genere ed in quella granaria in ispecie, e altrettanto certo che la buona annata ha una non inferiore, ed è proprio nelle annate sfavorevoli che la buona tecnica può farsi meglio, comparativamente, sentire. (903, 562, 1137, 605)
paragraph: Così la questione viene ora riportata nel termini del suo diritto e nell'intento di tutti gli italiani il Cenacolo si ritiene restituito ai Francescani. E si deve riconoscere che il Governo italiano in questo momento ha il dovere di sostenere i diritti che l'Italia ha nella Terra Santa. (162, 388, 387, 423)
paragraph: Ten. Col. — Lombardini Ezio nominato capo S. M. divisione Ravenna. Maggiori. — Fariel Roberto ideceniale funzioni consigliere S. M. Centrale — Lodoreno Enrico trasferito 62 fant. Capitani. — Severino Antonio dispensato dal servizio — Gesaris Angelo collocato in riposo — Cucola Vincenzo nominato cav. dell'Ordine della Corona d'Italia — Rossi Angelo trasferito comando di Roma — Ceresa Mario id. 60 fant. — Solinas Giovanni id. 48 fant. — Bertoli Giuseppe id. distretto Siena — Liberti Giuseppe id. 50 fant. Tenenti. — Carino Pasquale nominato tenente S. A. P. destinato 7 bersaglieri — Lattanzi Vincenzo id. id. id. 84 fant. — Corbi Raimondo id. id. id. 7 bersaglieri — Mandizi Antonio id. id. id. 29 fant. — Palumbo Armando id. id. id. 17 fant. Varoli Ascenzio id. id. id. 80 id. — Santo Giovanni id. id. id. — Spina Antonio id. id. id. 38 id. D'Agata Filippo dispensato dal servizio — Melgano Paolo id. id. — Fervolino Roberto trasferito compagnia 24 id. (669, 228, 892, 343)
paragraph: E' continuata nelle Casse di risparmio postali, in piazza Dante, in Roma, l'estrazione dei premi devoluti per l'anno 1923 ai titolari di libretti con credito non inferiore a tre decimila, giusta il R. D. legge 15 luglio 1923 n. 1277. Sono stati estratti 150 premi da lire duemila toccati in sorte ai seguenti libretti: (398, 129, 658, 163)
ad-text: Gr. Hôtel Roma & Rocca Cavour (1560, 1002, 1666, 1035)
paragraph: Tutti i premiati hanno più che raddoppiata la produzione media locale, la media circa l'ha triplicata, alcuni hanno ottenuto aumenti superiori al 400 per cento e per l'esame della situazione si è trattato di un periodo certo sfavorevole alla vegetazione del grano. (669, 906, 892, 940)
column-header: TITOLO (1287, 293, 1314, 301)
section-head: Arma di Fanteria (740, 214, 821, 226)
table-cell (1374, 448, 1408, 456)
ad-heading: Amministrazione della Provincia di Bari (1420, 383, 1688, 424)
table-row (1142, 512, 1408, 521)
